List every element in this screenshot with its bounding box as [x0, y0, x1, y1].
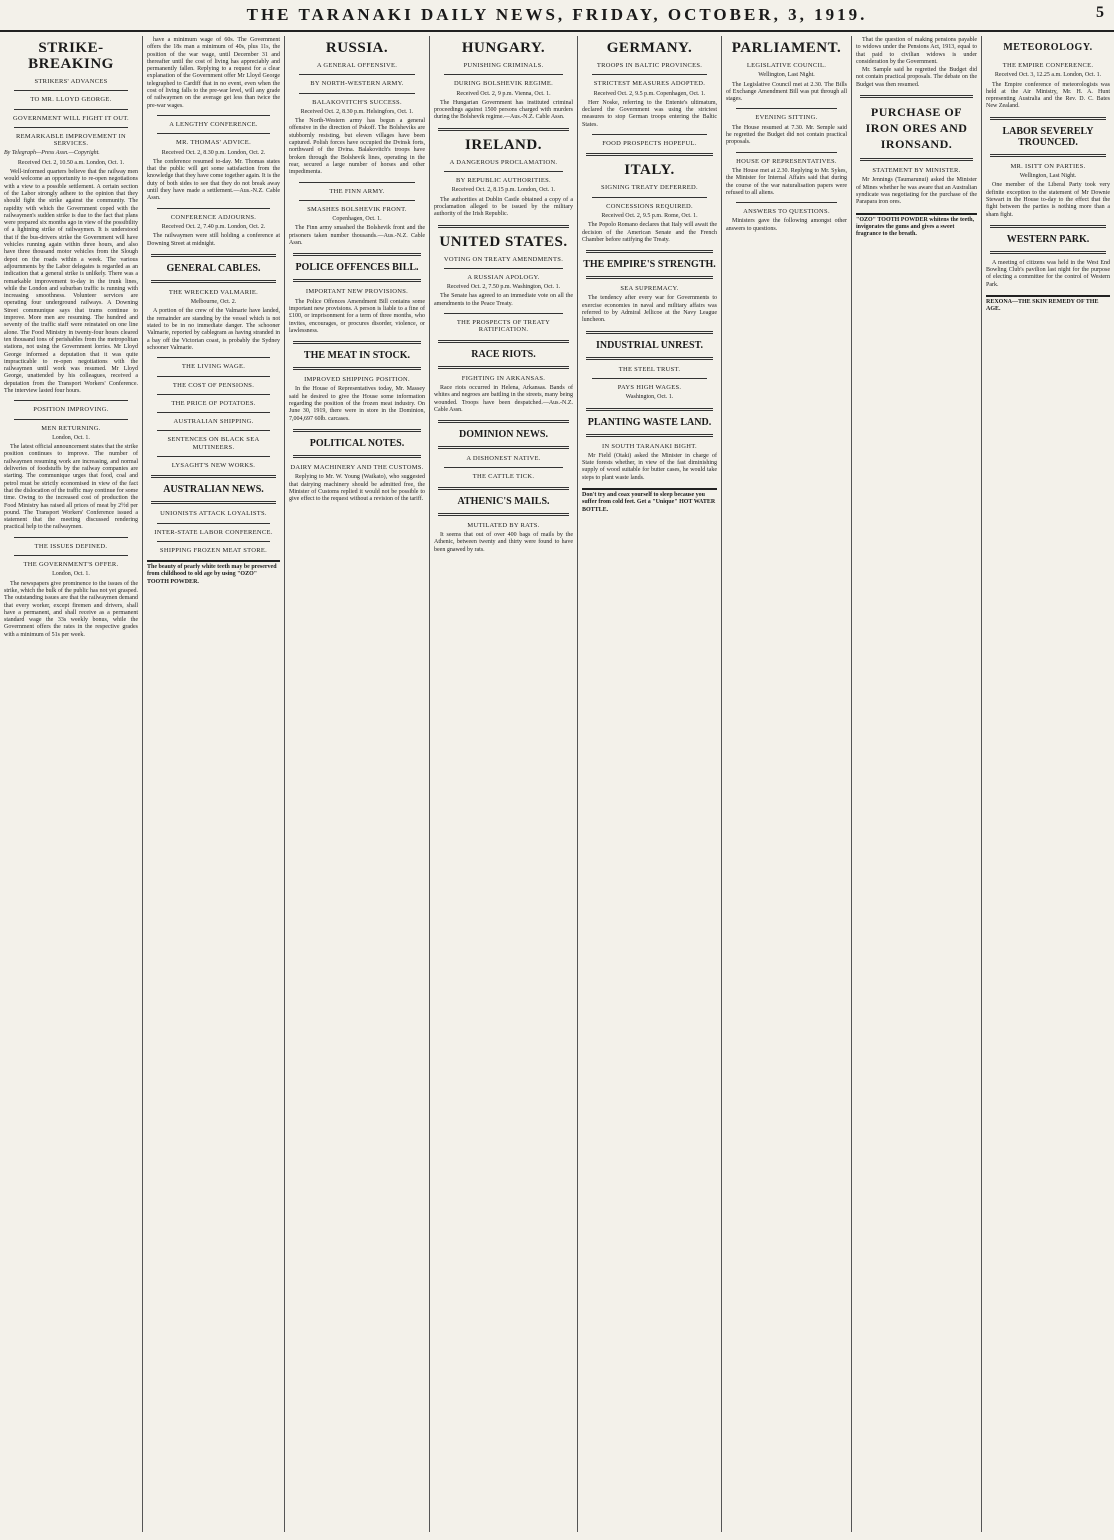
column-5	[577, 36, 721, 1532]
dateline: Received Oct. 2, 8.30 p.m. London, Oct. 2.	[161, 149, 266, 156]
subhead: DAIRY MACHINERY AND THE CUSTOMS.	[290, 463, 424, 471]
article-body: The Empire conference of meteorologists was held at the Air Ministry, Mr. H. A. Hunt representing Australia and the Rev. D. C. Bates New Zealand.	[986, 81, 1110, 110]
headline-meteorology: METEOROLOGY.	[1003, 42, 1093, 53]
subhead: TROOPS IN BALTIC PROVINCES.	[596, 62, 703, 69]
article-body: Well-informed quarters believe that the railway men would welcome an opportunity to re-open negotiations with a view to a possible settlement. A certain section of the Labor strongly adhere to the opinion that they should fight the strike against the community. The rapidity with which the Government coped with the railwaymen's sudden strike is due to the fact that plans were prepared six months ago in view of the possibility of a lightning strike of railwaymen. It is understood that if the bus-drivers strike the Government will have vehicles running again within three hours, and also have three thousand motor vehicles from the Slough depot on the roads within a week. The various adjournments by the Labor delegates is regarded as an indication that a general strike is unlikely. There was a remarkable improvement to-day in the trunk lines, while the London and suburban traffic is running with increasing smoothness. Volunteer services are operating four underground railways. A Downing Street communique says that trams continue to improve. More men are resuming. The hundred and seventy of the traffic staff were reinstated on one line alone. The Food Ministry in twenty-four hours cleared ten thousand tons of perishables from the metropolitan stations, not using the Government lorries. Mr Lloyd George informed a deputation that it was quite impracticable to re-open negotiations with the railwaymen until work was resumed. Mr Lloyd George, unattended by his colleagues, received a deputation from the Transport Workers' Conference. The interview lasted four hours.	[4, 169, 138, 394]
masthead	[0, 0, 1114, 32]
dateline: Melbourne, Oct. 2.	[190, 299, 237, 306]
subhead: THE EMPIRE CONFERENCE.	[1002, 62, 1094, 69]
article-body: The railwaymen were still holding a conference at Downing Street at midnight.	[147, 233, 280, 247]
section-heading: WESTERN PARK.	[1006, 233, 1090, 245]
advertisement: REXONA—THE SKIN REMEDY OF THE AGE.	[986, 295, 1110, 314]
subhead: MEN RETURNING.	[41, 424, 101, 432]
subhead: INTER-STATE LABOR CONFERENCE.	[154, 528, 273, 536]
subhead: SMASHES BOLSHEVIK FRONT.	[307, 205, 407, 213]
column-2	[142, 36, 284, 1532]
article-body: The latest official announcement states that the strike position continues to improve. The number of railwaymen resuming work are increasing, and normal deliveries of foodstuffs by the railway companies are starting. The communique urges that food, coal and petrol must be strictly economised in view of the fact that the dislocation of the traffic may continue for some time. Owing to the increased cost of production the Food Ministry has raised all prices of meat by 2½d per pound. The Transport Workers' Conference issued a statement that the meeting discussed rendering practical help to the railwaymen.	[4, 444, 138, 531]
subhead: THE PROSPECTS OF TREATY RATIFICATION.	[456, 319, 551, 334]
article-body: The authorities at Dublin Castle obtained a copy of a proclamation alleged to be issued by the military authority of the Irish Republic.	[434, 196, 573, 218]
subhead: MR. THOMAS' ADVICE.	[175, 139, 251, 147]
article-body: The House resumed at 7.30. Mr. Semple said he regretted the Budget did not contain practical proposals.	[726, 124, 847, 146]
dateline: London, Oct. 1.	[52, 434, 90, 441]
subhead: IMPORTANT NEW PROVISIONS.	[305, 288, 409, 296]
subhead: HOUSE OF REPRESENTATIVES.	[736, 157, 837, 165]
section-heading: PURCHASE OF IRON ORES AND IRONSAND.	[865, 105, 968, 152]
subhead: THE CATTLE TICK.	[472, 473, 535, 481]
subhead: BALAKOVITCH'S SUCCESS.	[312, 98, 402, 106]
headline-russia: RUSSIA.	[325, 40, 389, 56]
subhead: IN SOUTH TARANAKI BIGHT.	[602, 442, 697, 450]
subhead: A GENERAL OFFENSIVE.	[316, 62, 398, 69]
section-heading: DOMINION NEWS.	[459, 429, 548, 441]
dateline: Wellington, Last Night.	[758, 72, 815, 79]
dateline: Received Oct. 2, 8.30 p.m. Helsingfors, Oct. 1.	[300, 108, 414, 115]
article-body: Mr Jennings (Taumarunui) asked the Minister of Mines whether he was aware that an Australian syndicate was negotiating for the purchase of the Parapara iron ores.	[856, 177, 977, 206]
dateline: Received Oct. 2, 9 p.m. Vienna, Oct. 1.	[456, 90, 551, 97]
dateline: Copenhagen, Oct. 1.	[332, 216, 382, 223]
subhead: POSITION IMPROVING.	[33, 406, 109, 414]
subhead: DURING BOLSHEVIK REGIME.	[453, 80, 554, 88]
article-body: The Popolo Romano declares that Italy will await the decision of the American Senate and the French Chamber before ratifying the Treaty.	[582, 222, 717, 243]
subhead: THE LIVING WAGE.	[181, 363, 246, 371]
dateline: London, Oct. 1.	[52, 571, 90, 578]
column-4	[429, 36, 577, 1532]
subhead: SEA SUPREMACY.	[620, 285, 679, 293]
headline-united-states: UNITED STATES.	[439, 233, 568, 250]
dateline: Received Oct. 2, 9.5 p.m. Rome, Oct. 1.	[601, 212, 698, 219]
section-heading: RACE RIOTS.	[471, 348, 536, 360]
section-heading: GENERAL CABLES.	[166, 262, 261, 274]
article-body: The Police Offences Amendment Bill contains some important new provisions. A person is liable to a fine of £100, or imprisonment for a term of three months, who invites, encourages, or procures disorder, violence, or lawlessness.	[289, 298, 425, 334]
subhead: THE FINN ARMY.	[329, 187, 385, 195]
subhead: FOOD PROSPECTS HOPEFUL.	[602, 140, 697, 148]
subhead: MR. ISITT ON PARTIES.	[1010, 162, 1086, 170]
column-1	[0, 36, 142, 1532]
article-body: The tendency after every war for Governments to exercise economies in naval and military affairs was referred to by Admiral Jellicoe at the Navy League luncheon.	[582, 295, 717, 324]
article-body: A portion of the crew of the Valmarie have landed, the remainder are standing by the vessel which is not stated to be in no immediate danger. The schooner Valmarie, reported by cablegram as having stranded in a bay off the Victorian coast, is probably the Sydney schooner Valmarie.	[147, 308, 280, 351]
advertisement: The beauty of pearly white teeth may be preserved from childhood to old age by using "OZO" TOOTH POWDER.	[147, 560, 280, 586]
article-body: Herr Noske, referring to the Entente's ultimatum, declared the Government was using the strictest measures to stop German troops entering the Baltic States.	[582, 99, 717, 128]
article-body: A meeting of citizens was held in the West End Bowling Club's pavilion last night for the purpose of electing a committee for the control of Western Park.	[986, 259, 1110, 288]
subhead: A DANGEROUS PROCLAMATION.	[449, 158, 558, 166]
advertisement: "OZO" TOOTH POWDER whitens the teeth, invigorates the gums and gives a sweet fragrance to the breath.	[856, 213, 977, 239]
subhead: IMPROVED SHIPPING POSITION.	[304, 376, 410, 384]
article-body: The Hungarian Government has instituted criminal proceedings against 1500 persons charged with murders during the Bolshevik regime.—Aus.-N.Z. Cable Assn.	[434, 99, 573, 121]
article-body: have a minimum wage of 60s. The Government offers the 18s man a minimum of 40s, plus 11s, the position of the war wage, until December 31 and thereafter until the cost of living has appreciably and permanently fallen. Replying to a request for a clear explanation of the Government offer Mr Lloyd George telegraphed to Cardiff that in no event, even when the cost of living falls to the pre-war level, will any grade of railwaymen on the average get less than twice the pre-war wages.	[147, 37, 280, 109]
dateline: Washington, Oct. 1.	[625, 394, 674, 401]
article-body: The House met at 2.30. Replying to Mr. Sykes, the Minister for Internal Affairs said that during the course of the war naturalisation papers were refused to all aliens.	[726, 167, 847, 196]
subhead: A DISHONEST NATIVE.	[466, 455, 541, 463]
subhead: PAYS HIGH WAGES.	[617, 383, 682, 391]
headline-strike-breaking: STRIKE-BREAKING	[28, 40, 114, 72]
article-body: In the House of Representatives today, Mr. Massey said he desired to give the House some information regarding the position of the frozen meat industry. On June 30, 1919, there were in store in the Dominion, 7,004,697 60lb. carcases.	[289, 386, 425, 422]
subhead: THE STEEL TRUST.	[618, 365, 681, 373]
article-body: Replying to Mr. W. Young (Waikato), who suggested that dairying machinery should be admitted free, the Minister of Customs replied it would not be possible to give effect to the request without a revision of the tariff.	[289, 474, 425, 503]
headline-italy: ITALY.	[624, 162, 675, 179]
headline-hungary: HUNGARY.	[461, 40, 546, 56]
article-body: The newspapers give prominence to the issues of the strike, which the bulk of the public has not yet grasped. The outstanding issues are that the railwaymen demand that every worker, except firemen and drivers, shall have a permanent, and shall receive as a permanent standard wage the 33s weekly bonus, while the Government offers the rates in the respective grades with a minimum of 51s per week.	[4, 580, 138, 638]
subhead: EVENING SITTING.	[755, 114, 818, 122]
dateline: Received Oct. 2, 8.15 p.m. London, Oct. 1.	[451, 187, 556, 194]
headline-germany: GERMANY.	[606, 40, 693, 56]
article-body: The Finn army smashed the Bolshevik front and the prisoners taken number thousands.—Aus.-N.Z. Cable Assn.	[289, 225, 425, 247]
subhead: CONFERENCE ADJOURNS.	[170, 213, 257, 221]
article-body: It seems that out of over 400 bags of mails by the Athenic, between twenty and thirty were found to have been gnawed by rats.	[434, 532, 573, 553]
subhead: UNIONISTS ATTACK LOYALISTS.	[160, 510, 267, 518]
subhead: CONCESSIONS REQUIRED.	[606, 202, 693, 210]
article-body: Ministers gave the following amongst other answers to questions.	[726, 218, 847, 232]
section-heading: POLICE OFFENCES BILL.	[295, 262, 419, 274]
column-6	[721, 36, 851, 1532]
dateline: Received Oct. 2, 7.40 p.m. London, Oct. 2.	[161, 223, 266, 230]
subhead: BY REPUBLIC AUTHORITIES.	[456, 177, 551, 185]
subhead: TO MR. LLOYD GEORGE.	[30, 96, 112, 104]
subhead: THE ISSUES DEFINED.	[34, 542, 108, 550]
dateline: Received Oct. 2, 7.50 p.m. Washington, Oct. 1.	[446, 284, 561, 291]
subhead: MUTILATED BY RATS.	[467, 521, 540, 529]
subhead: AUSTRALIAN SHIPPING.	[173, 418, 254, 426]
subhead: STRIKERS' ADVANCES	[34, 78, 108, 85]
subhead: THE WRECKED VALMARIE.	[168, 288, 259, 296]
subhead: STATEMENT BY MINISTER.	[872, 167, 961, 175]
dateline: Wellington, Last Night.	[1019, 173, 1077, 180]
article-body: The Senate has agreed to an immediate vote on all the amendments to the Peace Treaty.	[434, 293, 573, 307]
subhead: LEGISLATIVE COUNCIL.	[746, 62, 827, 69]
subhead: A LENGTHY CONFERENCE.	[169, 120, 258, 128]
article-body: The conference resumed to-day. Mr. Thomas states that the public will get some satisfaction from the knowledge that they have come together again. It is the duty of both sides to see that they do not break away until they have made a settlement.—Aus.-N.Z. Cable Assn.	[147, 158, 280, 202]
article-body: That the question of making pensions payable to widows under the Pensions Act, 1913, equal to that paid to civilian widows is under consideration by the Government.	[856, 37, 977, 65]
article-body: Race riots occurred in Helena, Arkansas. Bands of whites and negroes are battling in the streets, many being wounded. Troops have been despatched.—Aus.-N.Z. Cable Assn.	[434, 384, 573, 413]
article-body: Mr Field (Otaki) asked the Minister in charge of State forests whether, in view of the fast diminishing supply of wood suitable for butter cases, he would take steps to plant waste lands.	[582, 452, 717, 481]
section-heading: POLITICAL NOTES.	[309, 437, 405, 449]
advertisement: Don't try and coax yourself to sleep because you suffer from cold feet. Get a "Unique" HOT WATER BOTTLE.	[582, 488, 717, 514]
subhead: THE COST OF PENSIONS.	[172, 381, 255, 389]
article-body: The North-Western army has begun a general offensive in the direction of Pskoff. The Bolsheviks are stubbornly resisting, but eleven villages have been captured. Polish forces have occupied the Dvinsk forts, northward of the Dvina. Balakovitch's troops have broken through the Bolshevik lines, operating in the rear, secured a large number of horses and other impedimenta.	[289, 118, 425, 176]
section-heading: LABOR SEVERELY TROUNCED.	[1002, 125, 1094, 148]
subhead: BY NORTH-WESTERN ARMY.	[310, 80, 404, 88]
byline: By Telegraph—Press Assn.—Copyright.	[4, 150, 100, 157]
subhead: PUNISHING CRIMINALS.	[463, 62, 544, 69]
section-heading: AUSTRALIAN NEWS.	[163, 484, 264, 496]
subhead: SHIPPING FROZEN MEAT STORE.	[159, 546, 268, 554]
section-heading: THE EMPIRE'S STRENGTH.	[583, 259, 716, 271]
masthead-title: THE TARANAKI DAILY NEWS, FRIDAY, OCTOBER, 3, 1919.	[246, 5, 868, 24]
subhead: FIGHTING IN ARKANSAS.	[461, 374, 546, 382]
section-heading: THE MEAT IN STOCK.	[303, 350, 411, 362]
section-heading: ATHENIC'S MAILS.	[457, 495, 550, 507]
section-heading: INDUSTRIAL UNREST.	[595, 339, 704, 351]
subhead: THE GOVERNMENT'S OFFER.	[23, 561, 119, 569]
subhead: THE PRICE OF POTATOES.	[171, 399, 256, 407]
article-body: The Legislative Council met at 2.30. The Bills of Exchange Amendment Bill was put through all stages.	[726, 81, 847, 103]
dateline: Received Oct. 3, 12.25 a.m. London, Oct. 1.	[994, 72, 1102, 79]
subhead: SIGNING TREATY DEFERRED.	[601, 184, 698, 192]
dateline: Received Oct. 2, 10.50 a.m. London, Oct. 1.	[17, 159, 125, 166]
subhead: GOVERNMENT WILL FIGHT IT OUT.	[12, 114, 129, 122]
article-body: Mr. Sample said he regretted the Budget did not contain practical proposals. The debate on the Budget was then resumed.	[856, 67, 977, 88]
column-7	[851, 36, 981, 1532]
dateline: Received Oct. 2, 9.5 p.m. Copenhagen, Oct. 1.	[593, 90, 706, 97]
page-number: 5	[1096, 4, 1104, 21]
section-heading: PLANTING WASTE LAND.	[587, 416, 712, 428]
subhead: LYSAGHT'S NEW WORKS.	[171, 461, 256, 469]
subhead: REMARKABLE IMPROVEMENT IN SERVICES.	[16, 132, 126, 148]
subhead: ANSWERS TO QUESTIONS.	[743, 208, 830, 216]
column-3	[284, 36, 429, 1532]
headline-ireland: IRELAND.	[465, 136, 542, 153]
subhead: VOTING ON TREATY AMENDMENTS.	[443, 255, 564, 263]
subhead: STRICTEST MEASURES ADOPTED.	[593, 80, 706, 88]
article-body: One member of the Liberal Party took very definite exception to the statement of Mr Downie Stewart in the House to-day to the effect that the fight between the parties is nothing more than a sham fight.	[986, 182, 1110, 218]
subhead: A RUSSIAN APOLOGY.	[467, 273, 540, 281]
column-8	[981, 36, 1114, 1532]
subhead: SENTENCES ON BLACK SEA MUTINEERS.	[167, 436, 260, 451]
headline-parliament: PARLIAMENT.	[731, 40, 842, 56]
